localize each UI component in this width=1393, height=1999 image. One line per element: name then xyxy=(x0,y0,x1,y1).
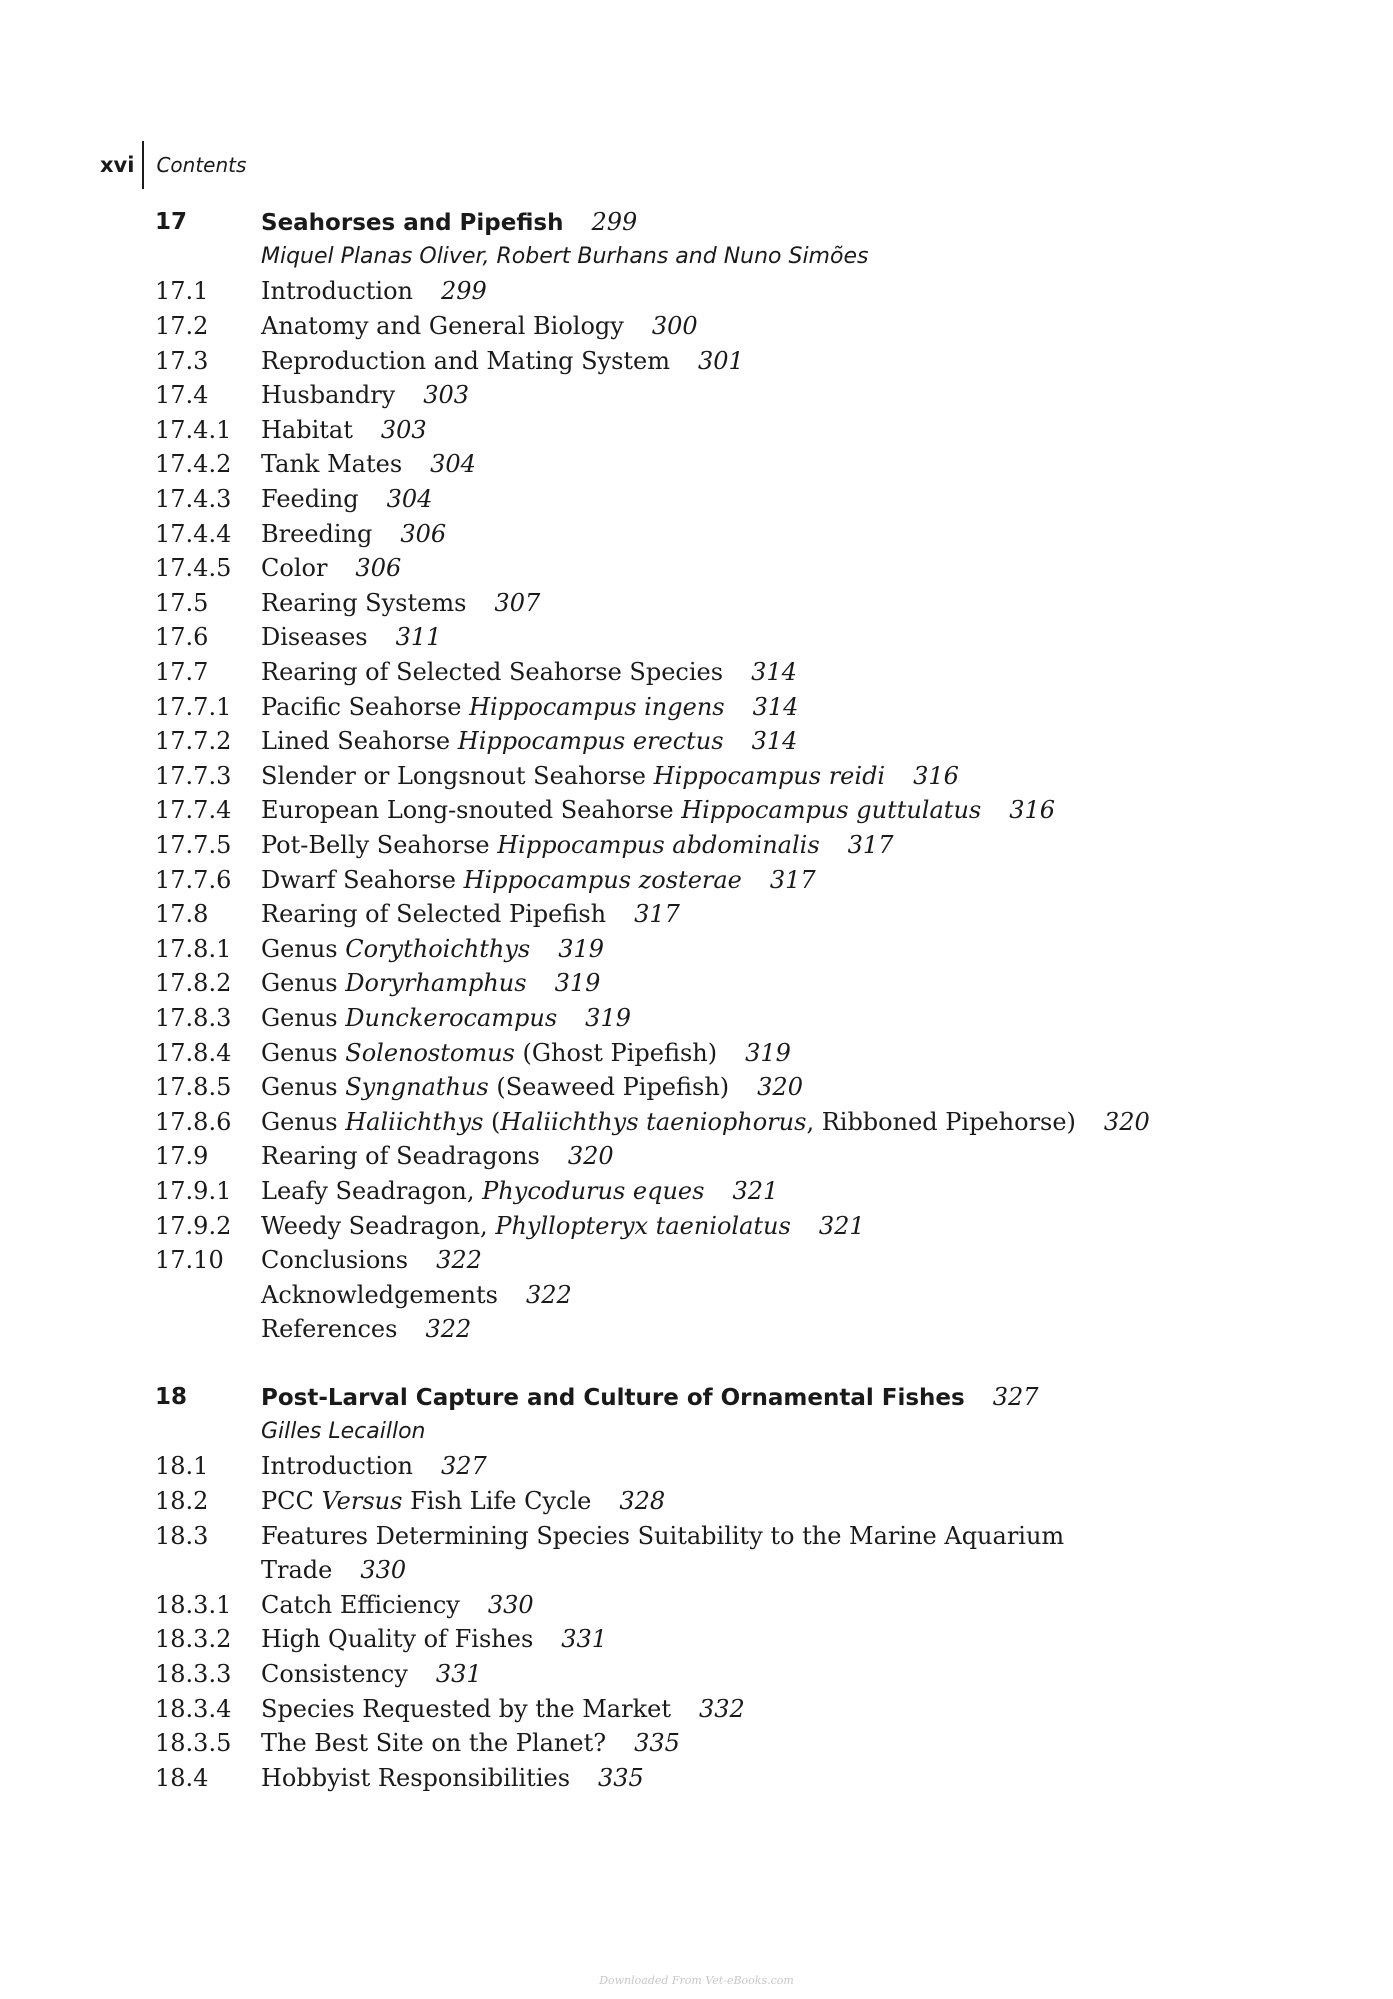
running-head xyxy=(100,140,246,190)
toc-entry[interactable] xyxy=(155,309,1305,344)
section-page: 321 xyxy=(818,1211,865,1240)
section-title xyxy=(261,1591,534,1619)
section-title-text: References xyxy=(261,1315,398,1344)
section-page: 314 xyxy=(751,727,798,756)
section-page: 331 xyxy=(561,1625,608,1654)
section-title xyxy=(261,831,893,859)
toc-entry[interactable] xyxy=(155,759,1305,794)
section-number: 17.10 xyxy=(155,1246,224,1275)
section-page: 304 xyxy=(430,450,476,479)
section-title xyxy=(261,727,797,755)
toc-entry[interactable] xyxy=(155,378,1305,413)
section-number: 18.3.3 xyxy=(155,1660,232,1689)
section-title-text: Reproduction and Mating System xyxy=(261,346,671,375)
section-page: 300 xyxy=(651,312,698,341)
toc-entry[interactable] xyxy=(155,516,1305,551)
italic-term: Doryrhamphus xyxy=(345,969,527,998)
section-page: 330 xyxy=(487,1590,534,1619)
section-page: 304 xyxy=(386,485,433,514)
italic-term: Phyllopteryx taeniolatus xyxy=(495,1211,791,1240)
section-title-text: Genus xyxy=(261,1003,338,1032)
section-title xyxy=(261,450,476,478)
toc-entry[interactable] xyxy=(155,1761,1305,1796)
section-number: 17.8.5 xyxy=(155,1073,232,1102)
section-number: 17.7.5 xyxy=(155,830,232,859)
toc-entry[interactable] xyxy=(155,689,1305,724)
toc-entry[interactable] xyxy=(155,931,1305,966)
section-title xyxy=(261,1660,482,1688)
section-title xyxy=(261,1108,1150,1136)
section-number: 17.8 xyxy=(155,900,209,929)
section-title xyxy=(261,866,816,894)
section-title xyxy=(261,1522,1064,1550)
section-title-text: Lined Seahorse xyxy=(261,727,451,756)
section-page: 327 xyxy=(441,1452,487,1481)
section-title-text: Slender or Longsnout Seahorse xyxy=(261,761,647,790)
toc-entry[interactable] xyxy=(155,1553,1305,1588)
section-title-text: , Ribboned Pipehorse) xyxy=(806,1107,1076,1136)
section-title-text: Pacific Seahorse xyxy=(261,692,462,721)
section-page: 317 xyxy=(769,865,816,894)
section-page: 311 xyxy=(395,623,442,652)
section-number: 18.4 xyxy=(155,1763,209,1792)
section-number: 17.9 xyxy=(155,1142,209,1171)
italic-term: Dunckerocampus xyxy=(345,1003,558,1032)
section-title xyxy=(261,1487,665,1515)
section-page: 320 xyxy=(1103,1107,1150,1136)
italic-term: Haliichthys xyxy=(345,1107,484,1136)
section-title-text: Genus xyxy=(261,1073,338,1102)
chapter-authors-row xyxy=(155,1415,1305,1450)
section-page: 322 xyxy=(436,1246,482,1275)
section-title-text: Leafy Seadragon, xyxy=(261,1176,475,1205)
section-title-text: Introduction xyxy=(261,1452,413,1481)
chapter-authors: Gilles Lecaillon xyxy=(261,1419,426,1445)
section-title-text: Dwarf Seahorse xyxy=(261,865,456,894)
toc-entry[interactable] xyxy=(155,966,1305,1001)
section-number: 18.3 xyxy=(155,1521,209,1550)
section-title-text: Rearing of Selected Seahorse Species xyxy=(261,658,724,687)
section-title-text: European Long-snouted Seahorse xyxy=(261,796,674,825)
section-page: 299 xyxy=(441,277,487,306)
section-number: 17.6 xyxy=(155,623,209,652)
section-number: 17.4.1 xyxy=(155,415,232,444)
section-number: 17.8.1 xyxy=(155,934,232,963)
section-title xyxy=(261,900,680,928)
section-title xyxy=(261,935,604,963)
section-title-text: Feeding xyxy=(261,485,359,514)
section-title xyxy=(261,1281,572,1309)
section-title-text: Genus xyxy=(261,1038,338,1067)
section-title xyxy=(261,1142,614,1170)
section-title-text: Fish Life Cycle xyxy=(410,1487,592,1516)
italic-term: Versus xyxy=(321,1487,403,1516)
toc-entry[interactable] xyxy=(155,1139,1305,1174)
chapter-18-toc xyxy=(155,1380,1305,1795)
section-title-text: Acknowledgements xyxy=(261,1280,498,1309)
chapter-17-toc xyxy=(155,205,1305,1347)
section-title xyxy=(261,381,469,409)
toc-entry[interactable] xyxy=(155,1243,1305,1278)
section-title-text: Introduction xyxy=(261,277,413,306)
toc-entry[interactable] xyxy=(155,1588,1305,1623)
toc-entry[interactable] xyxy=(155,1726,1305,1761)
section-page: 314 xyxy=(752,692,799,721)
section-page: 335 xyxy=(634,1729,680,1758)
toc-entry[interactable] xyxy=(155,1622,1305,1657)
section-page: 307 xyxy=(494,588,541,617)
section-title-text: Husbandry xyxy=(261,381,396,410)
section-page: 319 xyxy=(585,1003,631,1032)
section-number: 18.1 xyxy=(155,1452,209,1481)
section-title xyxy=(261,1695,745,1723)
section-title-text: High Quality of Fishes xyxy=(261,1625,534,1654)
section-title xyxy=(261,1246,482,1274)
section-title xyxy=(261,520,446,548)
section-number: 17.4.3 xyxy=(155,485,232,514)
toc-entry[interactable] xyxy=(155,1070,1305,1105)
italic-term: Haliichthys taeniophorus xyxy=(500,1107,807,1136)
section-title-text: Consistency xyxy=(261,1660,408,1689)
section-title xyxy=(261,1764,644,1792)
toc-entry[interactable] xyxy=(155,1208,1305,1243)
section-number: 17.9.1 xyxy=(155,1176,232,1205)
toc-entry[interactable] xyxy=(155,1312,1305,1347)
italic-term: Solenostomus xyxy=(345,1038,515,1067)
toc-entry[interactable] xyxy=(155,482,1305,517)
section-page: 335 xyxy=(598,1763,644,1792)
section-title xyxy=(261,969,600,997)
toc-entry[interactable] xyxy=(155,413,1305,448)
section-title-text: Weedy Seadragon, xyxy=(261,1211,488,1240)
section-page: 332 xyxy=(698,1694,745,1723)
section-title xyxy=(261,1315,471,1343)
section-page: 330 xyxy=(360,1556,407,1585)
italic-term: Hippocampus abdominalis xyxy=(497,830,820,859)
section-title xyxy=(261,312,698,340)
section-number: 17.9.2 xyxy=(155,1211,232,1240)
section-number: 17.4.2 xyxy=(155,450,232,479)
section-number: 17.7.2 xyxy=(155,727,232,756)
toc-entry[interactable] xyxy=(155,1104,1305,1139)
section-title xyxy=(261,796,1055,824)
section-title-text: Genus xyxy=(261,934,338,963)
section-title-text: Habitat xyxy=(261,415,353,444)
section-page: 306 xyxy=(355,554,402,583)
chapter-number: 18 xyxy=(155,1384,188,1411)
section-page: 322 xyxy=(525,1280,572,1309)
section-page: 320 xyxy=(567,1142,614,1171)
section-title xyxy=(261,554,401,582)
section-title-text: The Best Site on the Planet? xyxy=(261,1729,607,1758)
toc-entry[interactable] xyxy=(155,1174,1305,1209)
section-title xyxy=(261,1556,406,1584)
section-title-text: Genus xyxy=(261,1107,338,1136)
chapter-title: Seahorses and Pipefish xyxy=(261,210,564,237)
section-title-text: Diseases xyxy=(261,623,368,652)
section-title xyxy=(261,416,427,444)
italic-term: Hippocampus reidi xyxy=(653,761,886,790)
toc-entry[interactable] xyxy=(155,724,1305,759)
section-page: 303 xyxy=(423,381,470,410)
chapter-title-wrap xyxy=(261,1383,1039,1411)
page-number: xvi xyxy=(100,153,135,177)
toc-entry[interactable] xyxy=(155,1449,1305,1484)
toc-entry[interactable] xyxy=(155,1657,1305,1692)
toc-entry[interactable] xyxy=(155,586,1305,621)
section-page: 331 xyxy=(435,1660,482,1689)
section-page: 316 xyxy=(913,761,959,790)
section-title xyxy=(261,277,487,305)
toc-entry[interactable] xyxy=(155,1691,1305,1726)
section-title-text: (Seaweed Pipefish) xyxy=(496,1073,730,1102)
chapter-authors: Miquel Planas Oliver, Robert Burhans and Nuno Simões xyxy=(261,244,869,270)
section-number: 17.4.5 xyxy=(155,554,232,583)
section-page: 322 xyxy=(425,1315,472,1344)
section-number: 17.7.3 xyxy=(155,761,232,790)
section-title-text: Anatomy and General Biology xyxy=(261,312,624,341)
chapter-heading[interactable] xyxy=(155,1380,1305,1415)
chapter-number: 17 xyxy=(155,209,188,236)
section-title-text: Species Requested by the Market xyxy=(261,1694,671,1723)
section-title xyxy=(261,623,441,651)
section-title-text: ( xyxy=(491,1107,501,1136)
section-title xyxy=(261,589,540,617)
section-title-text: Genus xyxy=(261,969,338,998)
italic-term: Hippocampus erectus xyxy=(457,727,724,756)
section-title-text: Trade xyxy=(261,1556,333,1585)
toc-entry[interactable] xyxy=(155,828,1305,863)
toc-entry[interactable] xyxy=(155,1518,1305,1553)
section-number: 18.3.4 xyxy=(155,1694,232,1723)
section-title xyxy=(261,347,744,375)
section-title xyxy=(261,1073,803,1101)
italic-term: Hippocampus guttulatus xyxy=(681,796,982,825)
section-title-text: Hobbyist Responsibilities xyxy=(261,1763,571,1792)
toc-entry[interactable] xyxy=(155,447,1305,482)
toc-entry[interactable] xyxy=(155,655,1305,690)
section-number: 17.7.6 xyxy=(155,865,232,894)
section-title xyxy=(261,762,959,790)
section-number: 17.2 xyxy=(155,312,209,341)
section-page: 319 xyxy=(745,1038,791,1067)
section-number: 17.3 xyxy=(155,346,209,375)
section-number: 17.5 xyxy=(155,588,209,617)
chapter-heading[interactable] xyxy=(155,205,1305,240)
toc-entry[interactable] xyxy=(155,862,1305,897)
toc-entry[interactable] xyxy=(155,1484,1305,1519)
section-title xyxy=(261,1177,778,1205)
section-title-text: PCC xyxy=(261,1487,314,1516)
toc-entry[interactable] xyxy=(155,1001,1305,1036)
section-number: 17.1 xyxy=(155,277,209,306)
section-page: 319 xyxy=(554,969,601,998)
section-page: 328 xyxy=(619,1487,666,1516)
section-title xyxy=(261,1452,487,1480)
section-title xyxy=(261,693,798,721)
chapter-page: 299 xyxy=(591,208,638,237)
section-title-text: Pot-Belly Seahorse xyxy=(261,830,490,859)
italic-term: Corythoichthys xyxy=(345,934,531,963)
section-number: 17.8.3 xyxy=(155,1003,232,1032)
section-page: 317 xyxy=(634,900,680,929)
section-page: 316 xyxy=(1009,796,1056,825)
toc-entry[interactable] xyxy=(155,897,1305,932)
chapter-authors-row xyxy=(155,240,1305,275)
section-title-text: Tank Mates xyxy=(261,450,403,479)
italic-term: Hippocampus ingens xyxy=(469,692,725,721)
chapter-page: 327 xyxy=(992,1383,1039,1412)
section-number: 18.2 xyxy=(155,1487,209,1516)
download-watermark: Downloaded From Vet-eBooks.com xyxy=(599,1974,794,1987)
section-page: 301 xyxy=(698,346,744,375)
italic-term: Phycodurus eques xyxy=(482,1176,705,1205)
section-page: 306 xyxy=(400,519,447,548)
section-title-text: Breeding xyxy=(261,519,373,548)
section-title-text: (Ghost Pipefish) xyxy=(522,1038,718,1067)
section-number: 18.3.5 xyxy=(155,1729,232,1758)
section-number: 17.7 xyxy=(155,658,209,687)
section-number: 17.7.1 xyxy=(155,692,232,721)
toc-entry[interactable] xyxy=(155,793,1305,828)
section-number: 18.3.2 xyxy=(155,1625,232,1654)
toc-entry[interactable] xyxy=(155,274,1305,309)
italic-term: Syngnathus xyxy=(345,1073,489,1102)
section-number: 17.7.4 xyxy=(155,796,232,825)
section-page: 314 xyxy=(751,658,797,687)
section-number: 17.4 xyxy=(155,381,209,410)
section-title-text: Rearing of Selected Pipefish xyxy=(261,900,607,929)
section-title xyxy=(261,1729,680,1757)
section-title xyxy=(261,1625,607,1653)
toc-entry[interactable] xyxy=(155,1035,1305,1070)
section-page: 303 xyxy=(380,415,427,444)
section-title-text: Features Determining Species Suitability to the Marine Aquarium xyxy=(261,1521,1065,1550)
section-number: 17.8.6 xyxy=(155,1107,232,1136)
italic-term: Hippocampus zosterae xyxy=(463,865,742,894)
section-title-text: Catch Efficiency xyxy=(261,1590,460,1619)
section-number: 17.8.4 xyxy=(155,1038,232,1067)
chapter-title: Post-Larval Capture and Culture of Ornamental Fishes xyxy=(261,1385,965,1412)
section-title-text: Rearing Systems xyxy=(261,588,467,617)
section-page: 320 xyxy=(757,1073,803,1102)
section-number: 18.3.1 xyxy=(155,1590,232,1619)
running-title: Contents xyxy=(156,153,247,177)
chapter-title-wrap xyxy=(261,208,637,236)
section-page: 319 xyxy=(558,934,605,963)
toc-entry[interactable] xyxy=(155,620,1305,655)
section-page: 321 xyxy=(732,1176,779,1205)
toc-entry[interactable] xyxy=(155,551,1305,586)
toc-entry[interactable] xyxy=(155,343,1305,378)
section-title xyxy=(261,1039,791,1067)
section-number: 17.4.4 xyxy=(155,519,232,548)
section-title-text: Conclusions xyxy=(261,1246,409,1275)
section-title-text: Color xyxy=(261,554,328,583)
section-title xyxy=(261,658,797,686)
section-page: 317 xyxy=(847,830,894,859)
section-title xyxy=(261,1212,865,1240)
section-title-text: Rearing of Seadragons xyxy=(261,1142,540,1171)
section-number: 17.8.2 xyxy=(155,969,232,998)
toc-entry[interactable] xyxy=(155,1277,1305,1312)
section-title xyxy=(261,485,432,513)
section-title xyxy=(261,1004,631,1032)
